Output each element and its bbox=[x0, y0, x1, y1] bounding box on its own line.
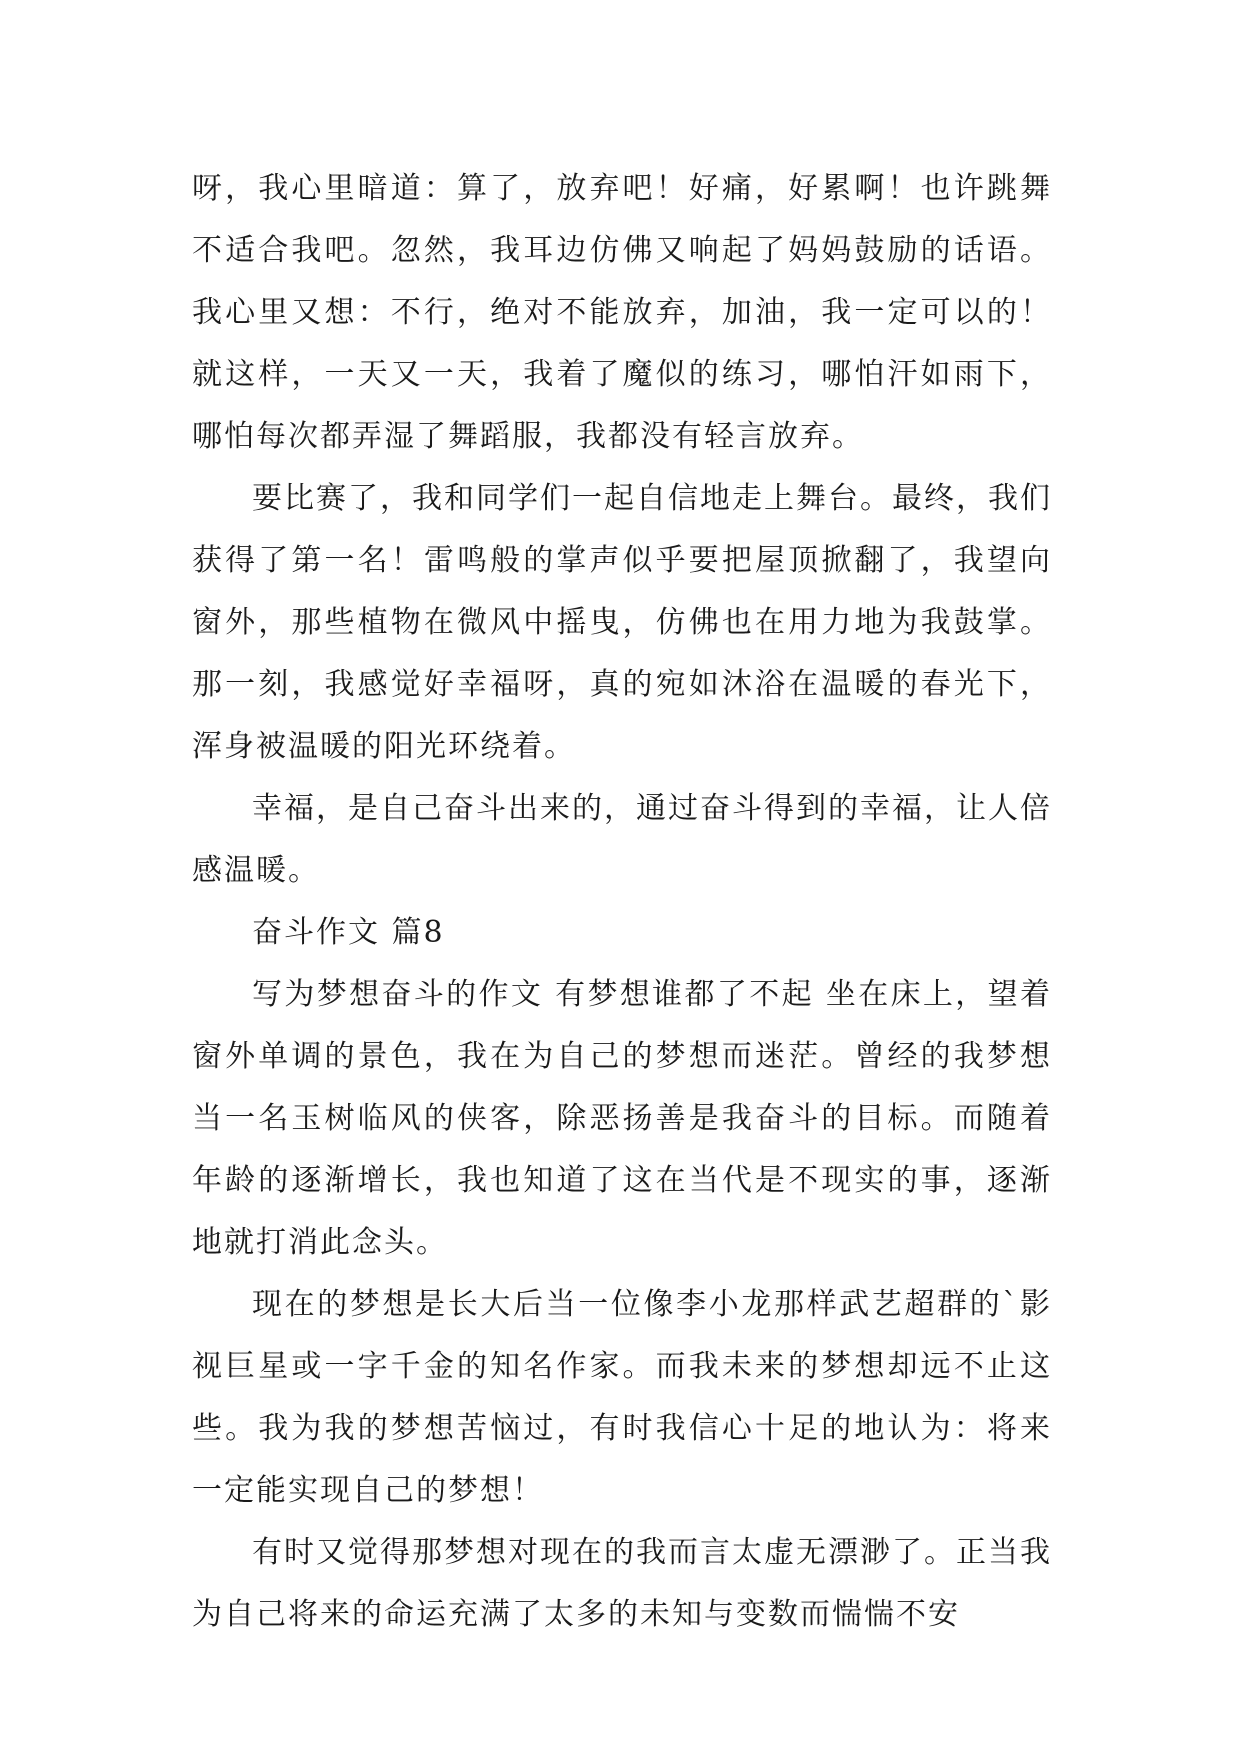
paragraph-5: 现在的梦想是长大后当一位像李小龙那样武艺超群的`影视巨星或一字千金的知名作家。而我未来的梦想却远不止这些。我为我的梦想苦恼过，有时我信心十足的地认为：将来一定能实现自己的梦想！ bbox=[192, 1287, 1052, 1508]
paragraph-2: 要比赛了，我和同学们一起自信地走上舞台。最终，我们获得了第一名！雷鸣般的掌声似乎要把屋顶掀翻了，我望向窗外，那些植物在微风中摇曳，仿佛也在用力地为我鼓掌。那一刻，我感觉好幸福呀，真的宛如沐浴在温暖的春光下，浑身被温暖的阳光环绕着。 bbox=[192, 481, 1052, 764]
document-body bbox=[192, 158, 1052, 1646]
section-heading: 奋斗作文 篇8 bbox=[252, 915, 445, 950]
paragraph-4: 写为梦想奋斗的作文 有梦想谁都了不起 坐在床上，望着窗外单调的景色，我在为自己的梦想而迷茫。曾经的我梦想当一名玉树临风的侠客，除恶扬善是我奋斗的目标。而随着年龄的逐渐增长，我也知道了这在当代是不现实的事，逐渐地就打消此念头。 bbox=[192, 977, 1052, 1260]
paragraph-1: 呀，我心里暗道：算了，放弃吧！好痛，好累啊！也许跳舞不适合我吧。忽然，我耳边仿佛又响起了妈妈鼓励的话语。我心里又想：不行，绝对不能放弃，加油，我一定可以的！就这样，一天又一天，我着了魔似的练习，哪怕汗如雨下，哪怕每次都弄湿了舞蹈服，我都没有轻言放弃。 bbox=[192, 171, 1052, 454]
paragraph-3: 幸福，是自己奋斗出来的，通过奋斗得到的幸福，让人倍感温暖。 bbox=[192, 791, 1052, 888]
paragraph-6: 有时又觉得那梦想对现在的我而言太虚无漂渺了。正当我为自己将来的命运充满了太多的未知与变数而惴惴不安 bbox=[192, 1535, 1052, 1632]
